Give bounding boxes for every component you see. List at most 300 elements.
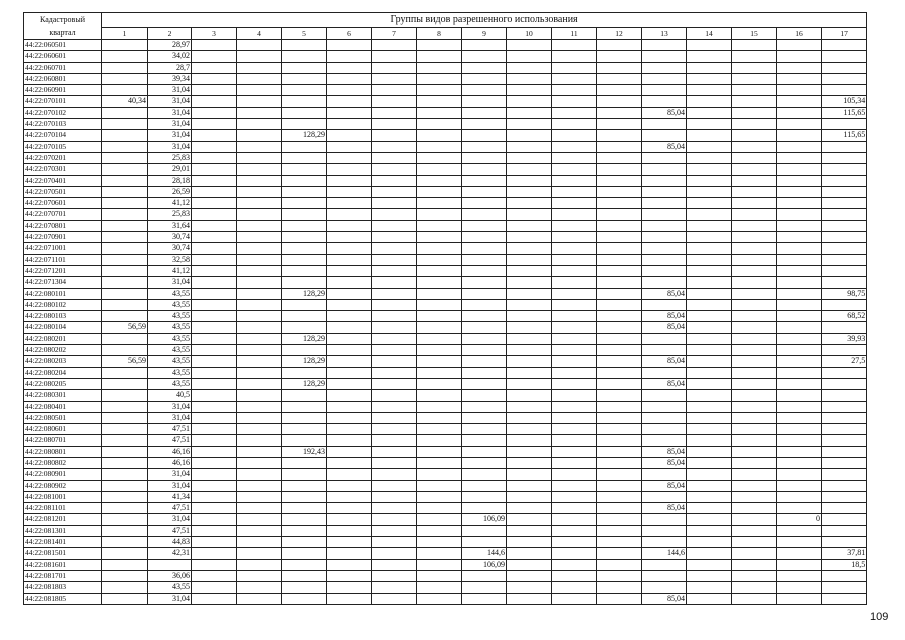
table-row: [24, 570, 867, 581]
rate-cell-group-10: [507, 73, 552, 84]
rate-cell-group-14: [687, 367, 732, 378]
rate-cell-group-14: [687, 457, 732, 468]
rate-cell-group-13: [642, 96, 687, 107]
rate-cell-group-12: [597, 277, 642, 288]
rate-cell-group-3: [192, 525, 237, 536]
table-row: [24, 130, 867, 141]
rate-cell-group-14: [687, 345, 732, 356]
rate-cell-group-14: [687, 333, 732, 344]
rate-cell-group-6: [327, 480, 372, 491]
rate-cell-group-7: [372, 390, 417, 401]
rate-cell-group-12: [597, 424, 642, 435]
rate-cell-group-5: [282, 232, 327, 243]
rate-cell-group-3: [192, 537, 237, 548]
rate-cell-group-3: [192, 62, 237, 73]
cadastral-code-cell: 44:22:081805: [24, 593, 102, 604]
rate-cell-group-5: [282, 514, 327, 525]
rate-cell-group-4: [237, 198, 282, 209]
rate-cell-group-8: [417, 356, 462, 367]
rate-cell-group-11: [552, 198, 597, 209]
rate-cell-group-6: [327, 503, 372, 514]
group-number-header: 4: [237, 27, 282, 39]
rate-cell-group-11: [552, 333, 597, 344]
rate-cell-group-4: [237, 469, 282, 480]
rate-cell-group-10: [507, 152, 552, 163]
table-row: [24, 537, 867, 548]
rate-cell-group-2: 31,04: [148, 593, 192, 604]
rate-cell-group-12: [597, 119, 642, 130]
rate-cell-group-16: [777, 277, 822, 288]
rate-cell-group-2: 28,7: [148, 62, 192, 73]
rate-cell-group-9: [462, 537, 507, 548]
rate-cell-group-15: [732, 367, 777, 378]
rate-cell-group-5: [282, 367, 327, 378]
rate-cell-group-3: [192, 288, 237, 299]
rate-cell-group-13: [642, 265, 687, 276]
rate-cell-group-15: [732, 130, 777, 141]
rate-cell-group-6: [327, 254, 372, 265]
rate-cell-group-5: [282, 457, 327, 468]
rate-cell-group-5: [282, 220, 327, 231]
rate-cell-group-10: [507, 107, 552, 118]
table-row: [24, 525, 867, 536]
rate-cell-group-10: [507, 96, 552, 107]
group-number-header: 15: [732, 27, 777, 39]
rate-cell-group-3: [192, 232, 237, 243]
rate-cell-group-3: [192, 130, 237, 141]
rate-cell-group-12: [597, 62, 642, 73]
rate-cell-group-12: [597, 232, 642, 243]
rate-cell-group-4: [237, 548, 282, 559]
rate-cell-group-6: [327, 299, 372, 310]
rate-cell-group-11: [552, 265, 597, 276]
rate-cell-group-14: [687, 525, 732, 536]
rate-cell-group-6: [327, 345, 372, 356]
rate-cell-group-5: [282, 209, 327, 220]
table-row: [24, 424, 867, 435]
rate-cell-group-12: [597, 390, 642, 401]
cadastral-code-cell: 44:22:070102: [24, 107, 102, 118]
group-number-header: 7: [372, 27, 417, 39]
rate-cell-group-17: [822, 141, 867, 152]
rate-cell-group-9: [462, 378, 507, 389]
rate-cell-group-14: [687, 119, 732, 130]
rate-cell-group-9: [462, 446, 507, 457]
rate-cell-group-11: [552, 119, 597, 130]
cadastral-code-cell: 44:22:060801: [24, 73, 102, 84]
table-row: [24, 175, 867, 186]
cadastral-header-line2: квартал: [49, 28, 76, 37]
rate-cell-group-3: [192, 401, 237, 412]
rate-cell-group-7: [372, 514, 417, 525]
rate-cell-group-9: [462, 345, 507, 356]
rate-cell-group-16: [777, 119, 822, 130]
rate-cell-group-4: [237, 186, 282, 197]
rate-cell-group-10: [507, 469, 552, 480]
rate-cell-group-6: [327, 570, 372, 581]
cadastral-code-cell: 44:22:060501: [24, 40, 102, 51]
rate-cell-group-10: [507, 130, 552, 141]
rate-cell-group-13: 85,04: [642, 288, 687, 299]
rate-cell-group-14: [687, 62, 732, 73]
rate-cell-group-2: 47,51: [148, 503, 192, 514]
rate-cell-group-2: 26,59: [148, 186, 192, 197]
rate-cell-group-13: 85,04: [642, 457, 687, 468]
rate-cell-group-9: [462, 152, 507, 163]
cadastral-code-cell: 44:22:080401: [24, 401, 102, 412]
rate-cell-group-15: [732, 480, 777, 491]
rate-cell-group-14: [687, 559, 732, 570]
rate-cell-group-4: [237, 277, 282, 288]
rate-cell-group-3: [192, 254, 237, 265]
rate-cell-group-7: [372, 209, 417, 220]
rate-cell-group-14: [687, 243, 732, 254]
table-body: [24, 40, 867, 605]
rate-cell-group-5: [282, 175, 327, 186]
rate-cell-group-14: [687, 141, 732, 152]
cadastral-code-cell: 44:22:080701: [24, 435, 102, 446]
rate-cell-group-2: 31,04: [148, 412, 192, 423]
rate-cell-group-7: [372, 220, 417, 231]
rate-cell-group-14: [687, 537, 732, 548]
rate-cell-group-1: [102, 243, 148, 254]
rate-cell-group-13: [642, 220, 687, 231]
rate-cell-group-16: [777, 537, 822, 548]
rate-cell-group-17: 39,93: [822, 333, 867, 344]
rate-cell-group-9: [462, 164, 507, 175]
rate-cell-group-12: [597, 186, 642, 197]
rate-cell-group-13: [642, 51, 687, 62]
rate-cell-group-6: [327, 152, 372, 163]
rate-cell-group-5: 128,29: [282, 356, 327, 367]
cadastral-code-cell: 44:22:081601: [24, 559, 102, 570]
rate-cell-group-16: [777, 73, 822, 84]
rate-cell-group-8: [417, 96, 462, 107]
rate-cell-group-11: [552, 220, 597, 231]
rate-cell-group-12: [597, 198, 642, 209]
rate-cell-group-8: [417, 345, 462, 356]
rate-cell-group-8: [417, 40, 462, 51]
rate-cell-group-11: [552, 548, 597, 559]
cadastral-code-cell: 44:22:080201: [24, 333, 102, 344]
rate-cell-group-14: [687, 299, 732, 310]
rate-cell-group-15: [732, 311, 777, 322]
rate-cell-group-17: [822, 119, 867, 130]
rate-cell-group-17: [822, 220, 867, 231]
rate-cell-group-1: [102, 514, 148, 525]
rate-cell-group-10: [507, 299, 552, 310]
rate-cell-group-3: [192, 107, 237, 118]
rate-cell-group-17: [822, 570, 867, 581]
table-row: [24, 40, 867, 51]
rate-cell-group-13: 85,04: [642, 141, 687, 152]
rate-cell-group-13: [642, 435, 687, 446]
table-row: [24, 593, 867, 604]
table-row: [24, 435, 867, 446]
rate-cell-group-1: [102, 164, 148, 175]
rate-cell-group-1: [102, 85, 148, 96]
rate-cell-group-7: [372, 503, 417, 514]
rate-cell-group-3: [192, 367, 237, 378]
rate-cell-group-9: [462, 424, 507, 435]
rate-cell-group-9: 106,09: [462, 514, 507, 525]
cadastral-code-cell: 44:22:080802: [24, 457, 102, 468]
rate-cell-group-17: 105,34: [822, 96, 867, 107]
rate-cell-group-17: [822, 265, 867, 276]
rate-cell-group-13: [642, 73, 687, 84]
rate-cell-group-12: [597, 164, 642, 175]
rate-cell-group-8: [417, 457, 462, 468]
rate-cell-group-1: [102, 254, 148, 265]
rate-cell-group-3: [192, 548, 237, 559]
table-row: [24, 265, 867, 276]
rate-cell-group-7: [372, 469, 417, 480]
cadastral-code-cell: 44:22:080601: [24, 424, 102, 435]
rate-cell-group-10: [507, 186, 552, 197]
rate-cell-group-13: 85,04: [642, 446, 687, 457]
rate-cell-group-2: 43,55: [148, 367, 192, 378]
rate-cell-group-7: [372, 73, 417, 84]
rate-cell-group-12: [597, 412, 642, 423]
rate-cell-group-9: [462, 62, 507, 73]
rate-cell-group-8: [417, 322, 462, 333]
table-row: [24, 164, 867, 175]
rate-cell-group-17: [822, 243, 867, 254]
rate-cell-group-5: 128,29: [282, 130, 327, 141]
rate-cell-group-17: 68,52: [822, 311, 867, 322]
rate-cell-group-15: [732, 322, 777, 333]
rate-cell-group-14: [687, 288, 732, 299]
rate-cell-group-13: 85,04: [642, 378, 687, 389]
rate-cell-group-16: [777, 51, 822, 62]
rate-cell-group-3: [192, 220, 237, 231]
rate-cell-group-6: [327, 96, 372, 107]
rate-cell-group-7: [372, 164, 417, 175]
rate-cell-group-7: [372, 424, 417, 435]
rate-cell-group-5: [282, 582, 327, 593]
table-row: [24, 548, 867, 559]
rate-cell-group-17: 115,65: [822, 107, 867, 118]
table-row: [24, 503, 867, 514]
rate-cell-group-4: [237, 345, 282, 356]
rate-cell-group-12: [597, 73, 642, 84]
rate-cell-group-2: 32,58: [148, 254, 192, 265]
rate-cell-group-9: [462, 265, 507, 276]
rate-cell-group-2: 46,16: [148, 457, 192, 468]
rate-cell-group-15: [732, 503, 777, 514]
rate-cell-group-11: [552, 367, 597, 378]
rate-cell-group-13: [642, 333, 687, 344]
rate-cell-group-11: [552, 446, 597, 457]
rate-cell-group-8: [417, 209, 462, 220]
rate-cell-group-16: [777, 322, 822, 333]
rate-cell-group-3: [192, 141, 237, 152]
rate-cell-group-16: [777, 311, 822, 322]
table-row: [24, 345, 867, 356]
group-number-header: 8: [417, 27, 462, 39]
rate-cell-group-9: [462, 198, 507, 209]
rate-cell-group-9: [462, 356, 507, 367]
rate-cell-group-7: [372, 378, 417, 389]
rate-cell-group-16: [777, 85, 822, 96]
rate-cell-group-9: [462, 367, 507, 378]
rate-cell-group-16: [777, 62, 822, 73]
rate-cell-group-6: [327, 62, 372, 73]
rate-cell-group-11: [552, 559, 597, 570]
rate-cell-group-11: [552, 570, 597, 581]
rate-cell-group-14: [687, 220, 732, 231]
rate-cell-group-12: [597, 457, 642, 468]
rate-cell-group-10: [507, 593, 552, 604]
rate-cell-group-1: 56,59: [102, 356, 148, 367]
rate-cell-group-2: 31,04: [148, 96, 192, 107]
rate-cell-group-12: [597, 243, 642, 254]
table-row: [24, 85, 867, 96]
rate-cell-group-15: [732, 141, 777, 152]
rate-cell-group-1: 56,59: [102, 322, 148, 333]
rate-cell-group-7: [372, 311, 417, 322]
rate-cell-group-1: [102, 424, 148, 435]
rate-cell-group-4: [237, 130, 282, 141]
rate-cell-group-8: [417, 288, 462, 299]
rate-cell-group-17: [822, 51, 867, 62]
rate-cell-group-4: [237, 367, 282, 378]
rate-cell-group-17: [822, 435, 867, 446]
rate-cell-group-14: [687, 378, 732, 389]
rate-cell-group-7: [372, 401, 417, 412]
rate-cell-group-6: [327, 582, 372, 593]
rate-cell-group-10: [507, 537, 552, 548]
rate-cell-group-2: 43,55: [148, 322, 192, 333]
rate-cell-group-16: [777, 525, 822, 536]
rate-cell-group-1: [102, 198, 148, 209]
rate-cell-group-4: [237, 537, 282, 548]
rate-cell-group-9: [462, 412, 507, 423]
rate-cell-group-2: 31,04: [148, 107, 192, 118]
rate-cell-group-3: [192, 40, 237, 51]
group-number-header: 11: [552, 27, 597, 39]
cadastral-code-cell: 44:22:080902: [24, 480, 102, 491]
rate-cell-group-10: [507, 514, 552, 525]
rate-cell-group-4: [237, 96, 282, 107]
rate-cell-group-8: [417, 435, 462, 446]
rate-cell-group-14: [687, 186, 732, 197]
rate-cell-group-11: [552, 537, 597, 548]
rate-cell-group-11: [552, 469, 597, 480]
group-number-header: 17: [822, 27, 867, 39]
rate-cell-group-12: [597, 85, 642, 96]
table-row: [24, 401, 867, 412]
rate-cell-group-2: 44,83: [148, 537, 192, 548]
rate-cell-group-3: [192, 378, 237, 389]
rate-cell-group-8: [417, 73, 462, 84]
rate-cell-group-8: [417, 232, 462, 243]
rate-cell-group-16: [777, 446, 822, 457]
rate-cell-group-9: [462, 96, 507, 107]
rate-cell-group-14: [687, 152, 732, 163]
rate-cell-group-13: [642, 62, 687, 73]
rate-cell-group-5: [282, 141, 327, 152]
rate-cell-group-4: [237, 299, 282, 310]
rate-cell-group-9: [462, 254, 507, 265]
cadastral-code-cell: 44:22:070701: [24, 209, 102, 220]
rate-cell-group-5: [282, 277, 327, 288]
rate-cell-group-11: [552, 288, 597, 299]
rate-cell-group-16: [777, 243, 822, 254]
rate-cell-group-12: [597, 152, 642, 163]
rate-cell-group-4: [237, 525, 282, 536]
rate-cell-group-2: 31,04: [148, 141, 192, 152]
rate-cell-group-17: [822, 232, 867, 243]
rate-cell-group-3: [192, 480, 237, 491]
rate-cell-group-14: [687, 232, 732, 243]
rate-cell-group-9: [462, 322, 507, 333]
table-row: [24, 514, 867, 525]
rate-cell-group-17: [822, 277, 867, 288]
rate-cell-group-2: 41,12: [148, 198, 192, 209]
rate-cell-group-15: [732, 548, 777, 559]
rate-cell-group-16: [777, 435, 822, 446]
rate-cell-group-17: [822, 198, 867, 209]
rate-cell-group-3: [192, 503, 237, 514]
rate-cell-group-11: [552, 503, 597, 514]
rate-cell-group-8: [417, 85, 462, 96]
rate-cell-group-11: [552, 345, 597, 356]
rate-cell-group-15: [732, 559, 777, 570]
rate-cell-group-10: [507, 525, 552, 536]
rate-cell-group-8: [417, 333, 462, 344]
rate-cell-group-2: 31,04: [148, 469, 192, 480]
rate-cell-group-16: [777, 96, 822, 107]
table-row: [24, 469, 867, 480]
rate-cell-group-11: [552, 107, 597, 118]
table-row: [24, 446, 867, 457]
rate-cell-group-11: [552, 593, 597, 604]
cadastral-code-cell: 44:22:080901: [24, 469, 102, 480]
rate-cell-group-14: [687, 198, 732, 209]
rate-cell-group-3: [192, 582, 237, 593]
rate-cell-group-8: [417, 254, 462, 265]
rate-cell-group-14: [687, 209, 732, 220]
rate-cell-group-6: [327, 198, 372, 209]
rate-cell-group-1: [102, 345, 148, 356]
rate-cell-group-7: [372, 243, 417, 254]
rate-cell-group-16: [777, 164, 822, 175]
rate-cell-group-6: [327, 378, 372, 389]
rate-cell-group-17: [822, 254, 867, 265]
rate-cell-group-13: [642, 537, 687, 548]
rate-cell-group-9: [462, 186, 507, 197]
rate-cell-group-6: [327, 220, 372, 231]
rate-cell-group-4: [237, 119, 282, 130]
rate-cell-group-17: [822, 322, 867, 333]
rate-cell-group-5: [282, 593, 327, 604]
rate-cell-group-1: 40,34: [102, 96, 148, 107]
rate-cell-group-3: [192, 73, 237, 84]
rate-cell-group-10: [507, 480, 552, 491]
rate-cell-group-16: [777, 424, 822, 435]
cadastral-code-cell: 44:22:070105: [24, 141, 102, 152]
rate-cell-group-8: [417, 514, 462, 525]
rate-cell-group-15: [732, 345, 777, 356]
rate-cell-group-11: [552, 378, 597, 389]
rate-cell-group-3: [192, 51, 237, 62]
rate-cell-group-9: [462, 570, 507, 581]
rate-cell-group-1: [102, 288, 148, 299]
rate-cell-group-1: [102, 401, 148, 412]
rate-cell-group-11: [552, 435, 597, 446]
cadastral-quarter-header: [24, 13, 102, 40]
